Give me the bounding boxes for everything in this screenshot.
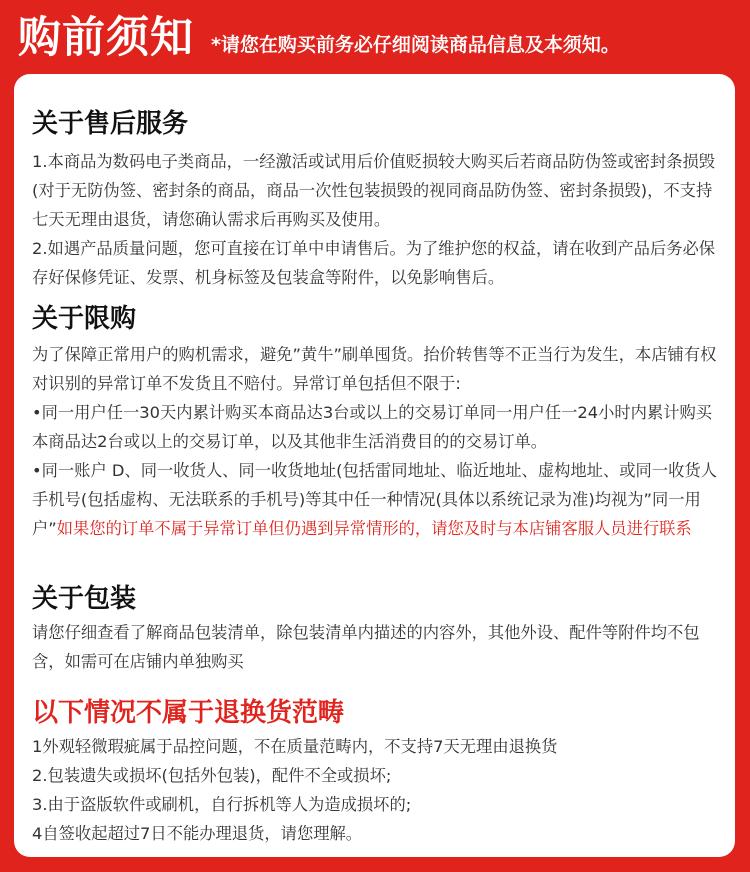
- section-exclusions: [32, 696, 722, 848]
- purchase-limit-warning: 如果您的订单不属于异常订单但仍遇到异常情形的，请您及时与本店铺客服人员进行联系: [56, 519, 692, 538]
- section-title-purchase-limit: 关于限购: [32, 304, 137, 334]
- exclusion-item: 3.由于盗版软件或刷机，自行拆机等人为造成损坏的;: [32, 795, 412, 814]
- header-note: *请您在购买前务必仔细阅读商品信息及本须知。: [211, 34, 620, 56]
- exclusion-item: 4自签收起超过7日不能办理退货，请您理解。: [32, 824, 363, 843]
- purchase-limit-paragraph-3: [32, 456, 722, 543]
- section-purchase-limit: [32, 302, 722, 543]
- purchase-limit-paragraph-3-text: •同一账户 D、同一收货人、同一收货地址(包括雷同地址、临近地址、虚构地址、或同一收货人手机号(包括虚构、无法联系的手机号)等其中任一种情况(具体以系统记录为准)均视为”同一用户”: [32, 461, 717, 538]
- header: [0, 0, 750, 72]
- purchase-limit-paragraph-2: •同一用户任一30天内累计购买本商品达3台或以上的交易订单同一用户任一24小时内累计购买本商品达2台或以上的交易订单，以及其他非生活消费目的的交易订单。: [32, 403, 713, 451]
- purchase-limit-paragraph-1: 为了保障正常用户的购机需求，避免”黄牛”刷单囤货。抬价转售等不正当行为发生，本店铺有权对识别的异常订单不发货且不赔付。异常订单包括但不限于:: [32, 345, 717, 393]
- exclusion-item: 1外观轻微瑕疵属于品控问题，不在质量范畴内，不支持7天无理由退换货: [32, 737, 558, 756]
- after-sales-paragraph-2: 2.如遇产品质量问题，您可直接在订单中申请售后。为了维护您的权益，请在收到产品后务必保存好保修凭证、发票、机身标签及包装盒等附件，以免影响售后。: [32, 239, 716, 287]
- section-title-after-sales: 关于售后服务: [32, 109, 189, 139]
- exclusion-item: 2.包装遗失或损坏(包括外包装)，配件不全或损坏;: [32, 766, 392, 785]
- packaging-paragraph-1: 请您仔细查看了解商品包装清单，除包装清单内描述的内容外，其他外设、配件等附件均不包含，如需可在店铺内单独购买: [32, 623, 700, 671]
- section-title-packaging: 关于包装: [32, 584, 137, 614]
- after-sales-paragraph-1: 1.本商品为数码电子类商品，一经激活或试用后价值贬损较大购买后若商品防伪签或密封条损毁(对于无防伪签、密封条的商品，商品一次性包装损毁的视同商品防伪签、密封条损毁)，不支持七天无理由退货，请您确认需求后再购买及使用。: [32, 152, 716, 229]
- section-after-sales: [32, 107, 722, 292]
- page-title: 购前须知: [18, 13, 194, 63]
- notice-card: [14, 74, 735, 857]
- section-packaging: [32, 582, 722, 676]
- section-title-exclusions: 以下情况不属于退换货范畴: [32, 698, 345, 728]
